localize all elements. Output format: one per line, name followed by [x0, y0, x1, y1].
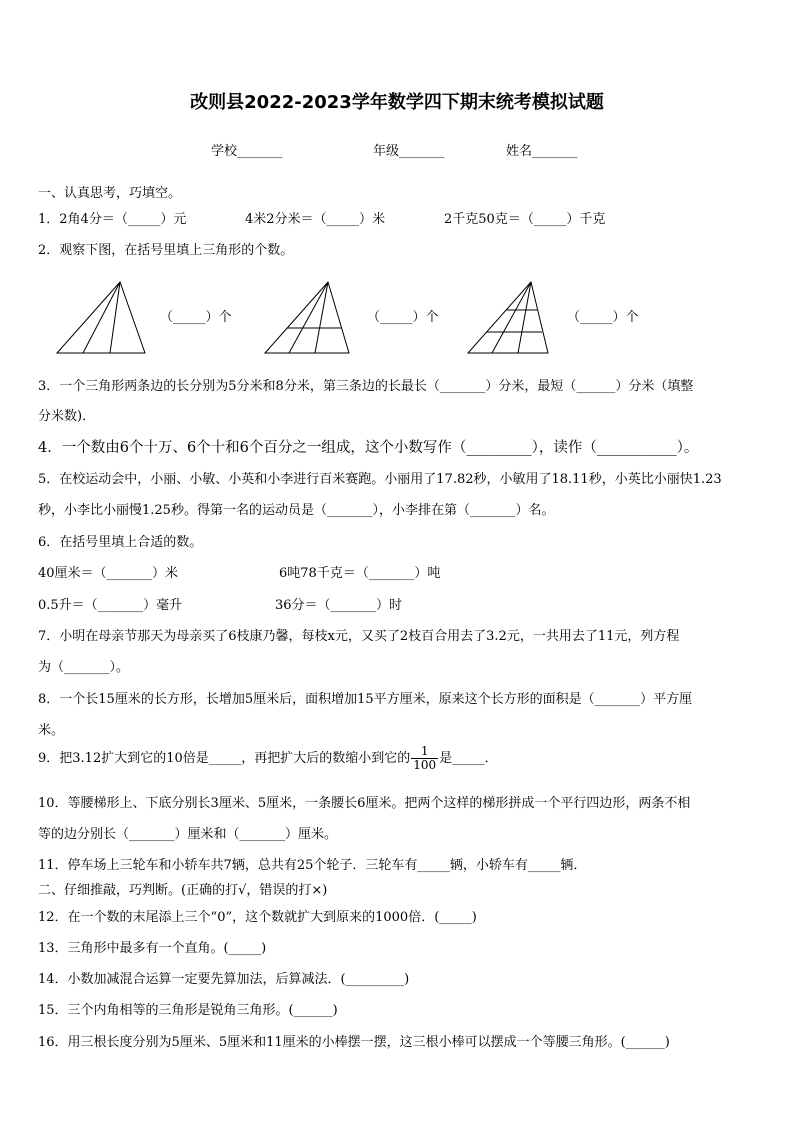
section-1-heading: 一、认真思考，巧填空。	[38, 186, 182, 201]
q3-line-1: 3．一个三角形两条边的长分别为5分米和8分米，第三条边的长最长（_______）分米，最短（______）分米（填整	[38, 379, 694, 394]
q10-line-1: 10．等腰梯形上、下底分别长3厘米、5厘米，一条腰长6厘米。把两个这样的梯形拼成一个平行四边形，两条不相	[38, 796, 691, 811]
q3-line-2: 分米数)．	[38, 409, 96, 424]
triangle-figure-1	[55, 280, 150, 356]
q15-text: 15．三个内角相等的三角形是锐角三角形。(______)	[38, 1003, 338, 1018]
q2-blank-3: （_____）个	[567, 310, 639, 325]
q6-part-d: 36分＝（_______）时	[275, 598, 403, 613]
q9-fraction-denominator: 100	[413, 758, 437, 772]
q1-part-a: 1．2角4分＝（_____）元	[38, 212, 187, 227]
q6-part-a: 40厘米＝（_______）米	[38, 566, 179, 581]
q9-fraction-numerator: 1	[411, 745, 438, 759]
q9-text	[38, 745, 498, 772]
section-2-heading: 二、仔细推敲，巧判断。(正确的打√，错误的打×)	[38, 883, 328, 898]
q8-line-2: 米。	[38, 723, 65, 738]
q6-intro: 6．在括号里填上合适的数。	[38, 535, 203, 550]
q5-line-1: 5．在校运动会中，小丽、小敏、小英和小李进行百米赛跑。小丽用了17.82秒，小敏用了18.11秒，小英比小丽快1.23	[38, 472, 722, 487]
q1-part-c: 2千克50克＝（_____）千克	[444, 212, 606, 227]
q6-part-c: 0.5升＝（_______）毫升	[38, 598, 183, 613]
triangle-figure-3	[466, 280, 552, 356]
grade-field: 年级_______	[373, 144, 445, 159]
page-title: 改则县2022-2023学年数学四下期末统考模拟试题	[190, 92, 604, 113]
q16-text: 16．用三根长度分别为5厘米、5厘米和11厘米的小棒摆一摆，这三根小棒可以摆成一个等腰三角形。(______)	[38, 1035, 670, 1050]
q13-text: 13．三角形中最多有一个直角。(_____)	[38, 941, 267, 956]
q12-text: 12．在一个数的末尾添上三个“0”，这个数就扩大到原来的1000倍．(_____)	[38, 910, 477, 925]
q10-line-2: 等的边分别长（_______）厘米和（_______）厘米。	[38, 827, 338, 842]
q1-part-b: 4米2分米＝（_____）米	[245, 212, 386, 227]
q2-blank-2: （_____）个	[367, 310, 439, 325]
q7-line-2: 为（_______）。	[38, 660, 130, 675]
triangle-figure-2	[263, 280, 353, 356]
q2-text: 2．观察下图，在括号里填上三角形的个数。	[38, 243, 294, 258]
q8-line-1: 8．一个长15厘米的长方形，长增加5厘米后，面积增加15平方厘米，原来这个长方形的面积是（_______）平方厘	[38, 692, 693, 707]
q9-fraction	[411, 745, 438, 772]
q4-text: 4．一个数由6个十万、6个十和6个百分之一组成，这个小数写作（_________），读作（___________）。	[38, 440, 699, 456]
q6-part-b: 6吨78千克＝（_______）吨	[279, 566, 441, 581]
q11-text: 11．停车场上三轮车和小轿车共7辆，总共有25个轮子．三轮车有_____辆，小轿车有_____辆．	[38, 858, 587, 873]
name-field: 姓名_______	[506, 144, 578, 159]
q9-after: 是_____．	[439, 751, 498, 766]
q9-before: 9．把3.12扩大到它的10倍是_____，再把扩大后的数缩小到它的	[38, 751, 411, 766]
q5-line-2: 秒，小李比小丽慢1.25秒。得第一名的运动员是（_______），小李排在第（_______）名。	[38, 503, 555, 518]
q14-text: 14．小数加减混合运算一定要先算加法，后算减法．(_________)	[38, 972, 410, 987]
q2-blank-1: （_____）个	[160, 310, 232, 325]
school-field: 学校_______	[211, 144, 283, 159]
q7-line-1: 7．小明在母亲节那天为母亲买了6枝康乃馨，每枝x元，又买了2枝百合用去了3.2元，一共用去了11元，列方程	[38, 629, 680, 644]
